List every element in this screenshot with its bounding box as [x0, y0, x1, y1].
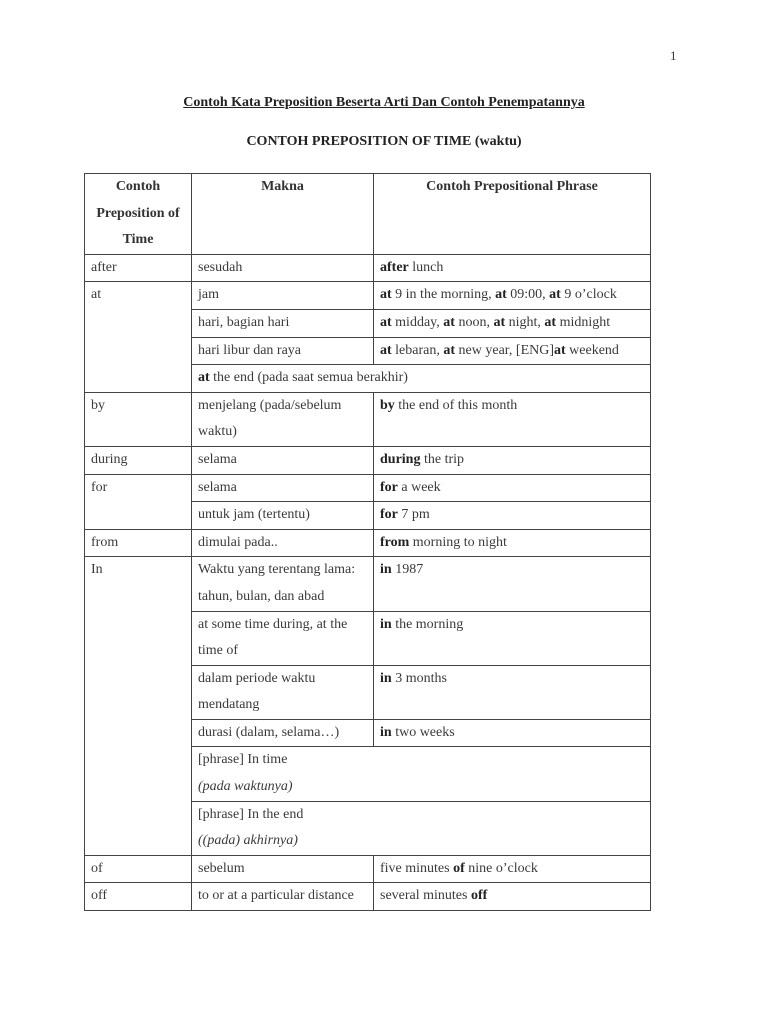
preposition-keyword: after	[380, 259, 409, 275]
table-row	[85, 446, 651, 474]
example-cell: from morning to night	[374, 529, 651, 557]
preposition-cell: after	[85, 254, 192, 282]
merged-cell: at the end (pada saat semua berakhir)	[192, 365, 651, 393]
meaning-cell: sebelum	[192, 855, 374, 883]
preposition-keyword: in	[380, 724, 392, 740]
section-title: CONTOH PREPOSITION OF TIME (waktu)	[246, 134, 522, 149]
preposition-keyword: at	[554, 342, 566, 358]
meaning-cell: dalam periode waktu mendatang	[192, 665, 374, 719]
example-cell: in two weeks	[374, 719, 651, 747]
example-cell: for 7 pm	[374, 502, 651, 530]
example-cell: in 1987	[374, 557, 651, 611]
preposition-keyword: for	[380, 479, 398, 495]
meaning-cell: hari libur dan raya	[192, 337, 374, 365]
table-row	[85, 254, 651, 282]
meaning-cell: dimulai pada..	[192, 529, 374, 557]
example-cell: several minutes off	[374, 883, 651, 911]
preposition-cell: at	[85, 282, 192, 392]
table-row	[85, 392, 651, 446]
table-row	[85, 557, 651, 611]
merged-cell: [phrase] In time (pada waktunya)	[192, 747, 651, 801]
preposition-keyword: at	[493, 314, 506, 330]
example-cell: at midday, at noon, at night, at midnight	[374, 309, 651, 337]
preposition-keyword: of	[453, 860, 465, 876]
preposition-table	[84, 173, 651, 911]
preposition-keyword: at	[495, 287, 507, 303]
preposition-cell: In	[85, 557, 192, 856]
page-number: 1	[670, 48, 677, 63]
preposition-keyword: at	[198, 370, 210, 386]
merged-cell: [phrase] In the end ((pada) akhirnya)	[192, 801, 651, 855]
header-meaning: Makna	[192, 174, 374, 255]
meaning-cell: selama	[192, 474, 374, 502]
preposition-keyword: at	[380, 342, 392, 358]
preposition-keyword: off	[470, 888, 488, 904]
meaning-cell: Waktu yang terentang lama: tahun, bulan, dan abad	[192, 557, 374, 611]
table-header-row	[85, 174, 651, 255]
preposition-keyword: during	[380, 451, 421, 467]
example-cell: in 3 months	[374, 665, 651, 719]
meaning-cell: sesudah	[192, 254, 374, 282]
preposition-keyword: in	[380, 616, 392, 632]
table-row	[85, 529, 651, 557]
preposition-cell: of	[85, 855, 192, 883]
phrase-translation: ((pada) akhirnya)	[198, 833, 298, 849]
document-title: Contoh Kata Preposition Beserta Arti Dan Contoh Penempatannya	[183, 95, 585, 110]
example-cell: during the trip	[374, 446, 651, 474]
meaning-cell: to or at a particular distance	[192, 883, 374, 911]
example-cell: by the end of this month	[374, 392, 651, 446]
table-row	[85, 282, 651, 310]
table-row	[85, 883, 651, 911]
preposition-keyword: in	[380, 670, 392, 686]
meaning-cell: durasi (dalam, selama…)	[192, 719, 374, 747]
preposition-keyword: at	[544, 314, 557, 330]
preposition-cell: during	[85, 446, 192, 474]
preposition-keyword: at	[380, 287, 392, 303]
header-preposition: Contoh Preposition of Time	[85, 174, 192, 255]
preposition-keyword: at	[549, 287, 561, 303]
table-row	[85, 474, 651, 502]
meaning-cell: menjelang (pada/sebelum waktu)	[192, 392, 374, 446]
preposition-keyword: from	[380, 534, 410, 550]
phrase-translation: (pada waktunya)	[198, 779, 293, 795]
example-cell: at 9 in the morning, at 09:00, at 9 o’clock	[374, 282, 651, 310]
preposition-keyword: for	[380, 507, 398, 523]
preposition-keyword: at	[380, 314, 392, 330]
meaning-cell: jam	[192, 282, 374, 310]
header-example: Contoh Prepositional Phrase	[374, 174, 651, 255]
example-cell: in the morning	[374, 611, 651, 665]
preposition-cell: for	[85, 474, 192, 529]
meaning-cell: at some time during, at the time of	[192, 611, 374, 665]
preposition-keyword: by	[380, 397, 395, 413]
preposition-cell: by	[85, 392, 192, 446]
preposition-keyword: at	[443, 342, 456, 358]
preposition-keyword: in	[380, 562, 392, 578]
example-cell: for a week	[374, 474, 651, 502]
meaning-cell: untuk jam (tertentu)	[192, 502, 374, 530]
example-cell: at lebaran, at new year, [ENG]at weekend	[374, 337, 651, 365]
meaning-cell: selama	[192, 446, 374, 474]
example-cell: after lunch	[374, 254, 651, 282]
example-cell: five minutes of nine o’clock	[374, 855, 651, 883]
preposition-cell: from	[85, 529, 192, 557]
meaning-cell: hari, bagian hari	[192, 309, 374, 337]
table-row	[85, 855, 651, 883]
preposition-cell: off	[85, 883, 192, 911]
preposition-keyword: at	[443, 314, 455, 330]
